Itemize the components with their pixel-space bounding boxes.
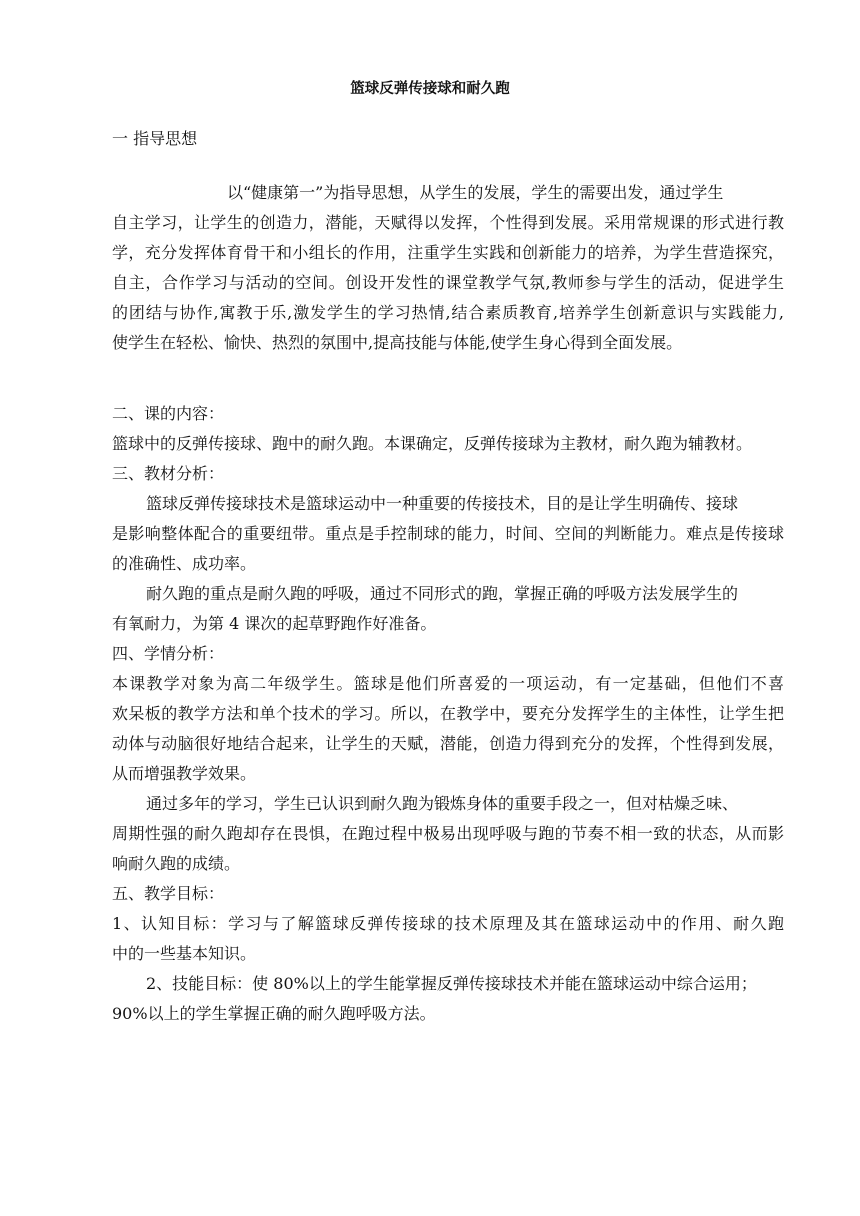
paragraph-line: 的团结与协作,寓教于乐,激发学生的学习热情,结合素质教育,培养学生创新意识与实践能力, <box>112 303 784 322</box>
section-heading-teaching-goals: 五、教学目标： <box>112 884 225 903</box>
section-heading-material-analysis: 三、教材分析： <box>112 464 225 483</box>
section-heading-course-content: 二、课的内容： <box>112 404 225 423</box>
sections-2-to-5 <box>112 399 784 1029</box>
section-heading-guiding-ideology <box>112 124 784 154</box>
paragraph-line: 是影响整体配合的重要纽带。重点是手控制球的能力，时间、空间的判断能力。难点是传接球 <box>112 524 784 543</box>
paragraph-line: 动体与动脑很好地结合起来，让学生的天赋，潜能，创造力得到充分的发挥，个性得到发展， <box>112 734 784 753</box>
document-title: 篮球反弹传接球和耐久跑 <box>350 80 510 97</box>
paragraph-line: 自主学习，让学生的创造力，潜能，天赋得以发挥，个性得到发展。采用常规课的形式进行教 <box>112 213 784 232</box>
paragraph-line: 有氧耐力，为第 4 课次的起草野跑作好准备。 <box>112 614 437 633</box>
goal-line: 90%以上的学生掌握正确的耐久跑呼吸方法。 <box>112 1004 436 1023</box>
paragraph-line: 的准确性、成功率。 <box>112 554 257 573</box>
paragraph-line: 学，充分发挥体育骨干和小组长的作用，注重学生实践和创新能力的培养，为学生营造探究， <box>112 243 784 262</box>
goal-line: 中的一些基本知识。 <box>112 944 257 963</box>
goal-line: 1、认知目标：学习与了解篮球反弹传接球的技术原理及其在篮球运动中的作用、耐久跑 <box>112 914 784 933</box>
paragraph-line: 通过多年的学习，学生已认识到耐久跑为锻炼身体的重要手段之一，但对枯燥乏味、 <box>146 794 739 813</box>
paragraph-line: 欢呆板的教学方法和单个技术的学习。所以，在教学中，要充分发挥学生的主体性，让学生把 <box>112 704 784 723</box>
paragraph-line: 响耐久跑的成绩。 <box>112 854 241 873</box>
paragraph-line: 耐久跑的重点是耐久跑的呼吸，通过不同形式的跑，掌握正确的呼吸方法发展学生的 <box>146 584 739 603</box>
paragraph-line: 本课教学对象为高二年级学生。篮球是他们所喜爱的一项运动，有一定基础，但他们不喜 <box>112 674 784 693</box>
paragraph-line: 周期性强的耐久跑却存在畏惧，在跑过程中极易出现呼吸与跑的节奏不相一致的状态，从而影 <box>112 824 784 843</box>
goal-line: 2、技能目标：使 80%以上的学生能掌握反弹传接球技术并能在篮球运动中综合运用； <box>146 974 757 993</box>
paragraph-line: 篮球反弹传接球技术是篮球运动中一种重要的传接技术，目的是让学生明确传、接球 <box>146 494 739 513</box>
paragraph-line: 从而增强教学效果。 <box>112 764 257 783</box>
paragraph-line: 使学生在轻松、愉快、热烈的氛围中,提高技能与体能,使学生身心得到全面发展。 <box>112 333 683 352</box>
section-body-guiding-ideology <box>112 178 784 358</box>
paragraph-line: 以“健康第一”为指导思想，从学生的发展，学生的需要出发，通过学生 <box>227 183 724 202</box>
paragraph-line: 自主，合作学习与活动的空间。创设开发性的课堂教学气氛,教师参与学生的活动，促进学生 <box>112 273 784 292</box>
heading-text: 一 指导思想 <box>112 129 198 148</box>
paragraph-line: 篮球中的反弹传接球、跑中的耐久跑。本课确定，反弹传接球为主教材，耐久跑为辅教材。 <box>112 434 753 453</box>
section-heading-learner-analysis: 四、学情分析： <box>112 644 225 663</box>
